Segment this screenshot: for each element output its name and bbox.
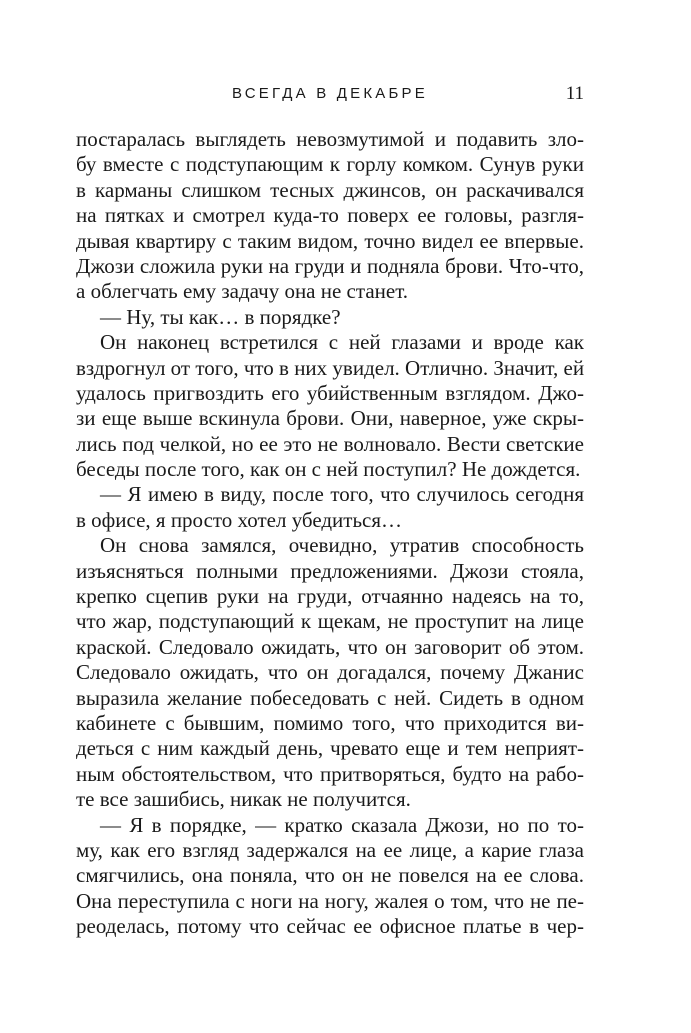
running-title: ВСЕГДА В ДЕКАБРЕ [232, 85, 428, 102]
text-line: дывая квартиру с таким видом, точно видел ее впервые. [76, 228, 584, 253]
text-line: смягчились, она поняла, что он не повелся на ее слова. [76, 863, 584, 888]
text-line: выразила желание побеседовать с ней. Сидеть в одном [76, 685, 584, 710]
text-line: что жар, подступающий к щекам, не проступит на лице [76, 609, 584, 634]
text-line: — Ну, ты как… в порядке? [100, 304, 341, 329]
text-line: — Я в порядке, — кратко сказала Джози, но по то- [100, 812, 584, 837]
text-line: ным обстоятельством, что притворяться, будто на рабо- [76, 761, 584, 786]
body-text [76, 127, 584, 940]
text-line: реоделась, потому что сейчас ее офисное платье в чер- [76, 914, 584, 939]
text-line: в карманы слишком тесных джинсов, он раскачивался [76, 177, 584, 202]
text-line: вздрогнул от того, что в них увидел. Отлично. Значит, ей [76, 355, 585, 380]
text-line: Она переступила с ноги на ногу, жалея о том, что не пе- [76, 888, 584, 913]
text-line: изъясняться полными предложениями. Джози стояла, [76, 558, 584, 583]
text-line: Джози сложила руки на груди и подняла брови. Что-что, [76, 253, 584, 278]
text-line: зи еще выше вскинула брови. Они, наверное, уже скры- [76, 406, 584, 431]
text-line: лись под челкой, но ее это не волновало. Вести светские [76, 431, 584, 456]
text-line: бу вместе с подступающим к горлу комком. Сунув руки [76, 152, 584, 177]
text-line: те все зашибись, никак не получится. [76, 787, 411, 812]
text-line: — Я имею в виду, после того, что случилось сегодня [100, 482, 584, 507]
text-line: краской. Следовало ожидать, что он заговорит об этом. [76, 634, 584, 659]
text-line: му, как его взгляд задержался на ее лице, а карие глаза [76, 837, 584, 862]
text-line: Он снова замялся, очевидно, утратив способность [100, 533, 584, 558]
text-line: на пятках и смотрел куда-то поверх ее головы, разгля- [76, 203, 584, 228]
text-line: деться с ним каждый день, чревато еще и тем неприят- [76, 736, 584, 761]
text-line: беседы после того, как он с ней поступил? Не дождется. [76, 457, 581, 482]
text-line: кабинете с бывшим, помимо того, что приходится ви- [76, 710, 584, 735]
page-number: 11 [565, 83, 584, 104]
text-line: в офисе, я просто хотел убедиться… [76, 507, 403, 532]
text-line: крепко сцепив руки на груди, отчаянно надеясь на то, [76, 584, 584, 609]
page-header [76, 84, 584, 108]
text-line: Следовало ожидать, что он догадался, почему Джанис [76, 660, 584, 685]
text-line: Он наконец встретился с ней глазами и вроде как [100, 330, 584, 355]
text-line: удалось пригвоздить его убийственным взглядом. Джо- [76, 380, 584, 405]
text-line: постаралась выглядеть невозмутимой и подавить зло- [76, 127, 584, 151]
text-line: а облегчать ему задачу она не станет. [76, 279, 409, 304]
